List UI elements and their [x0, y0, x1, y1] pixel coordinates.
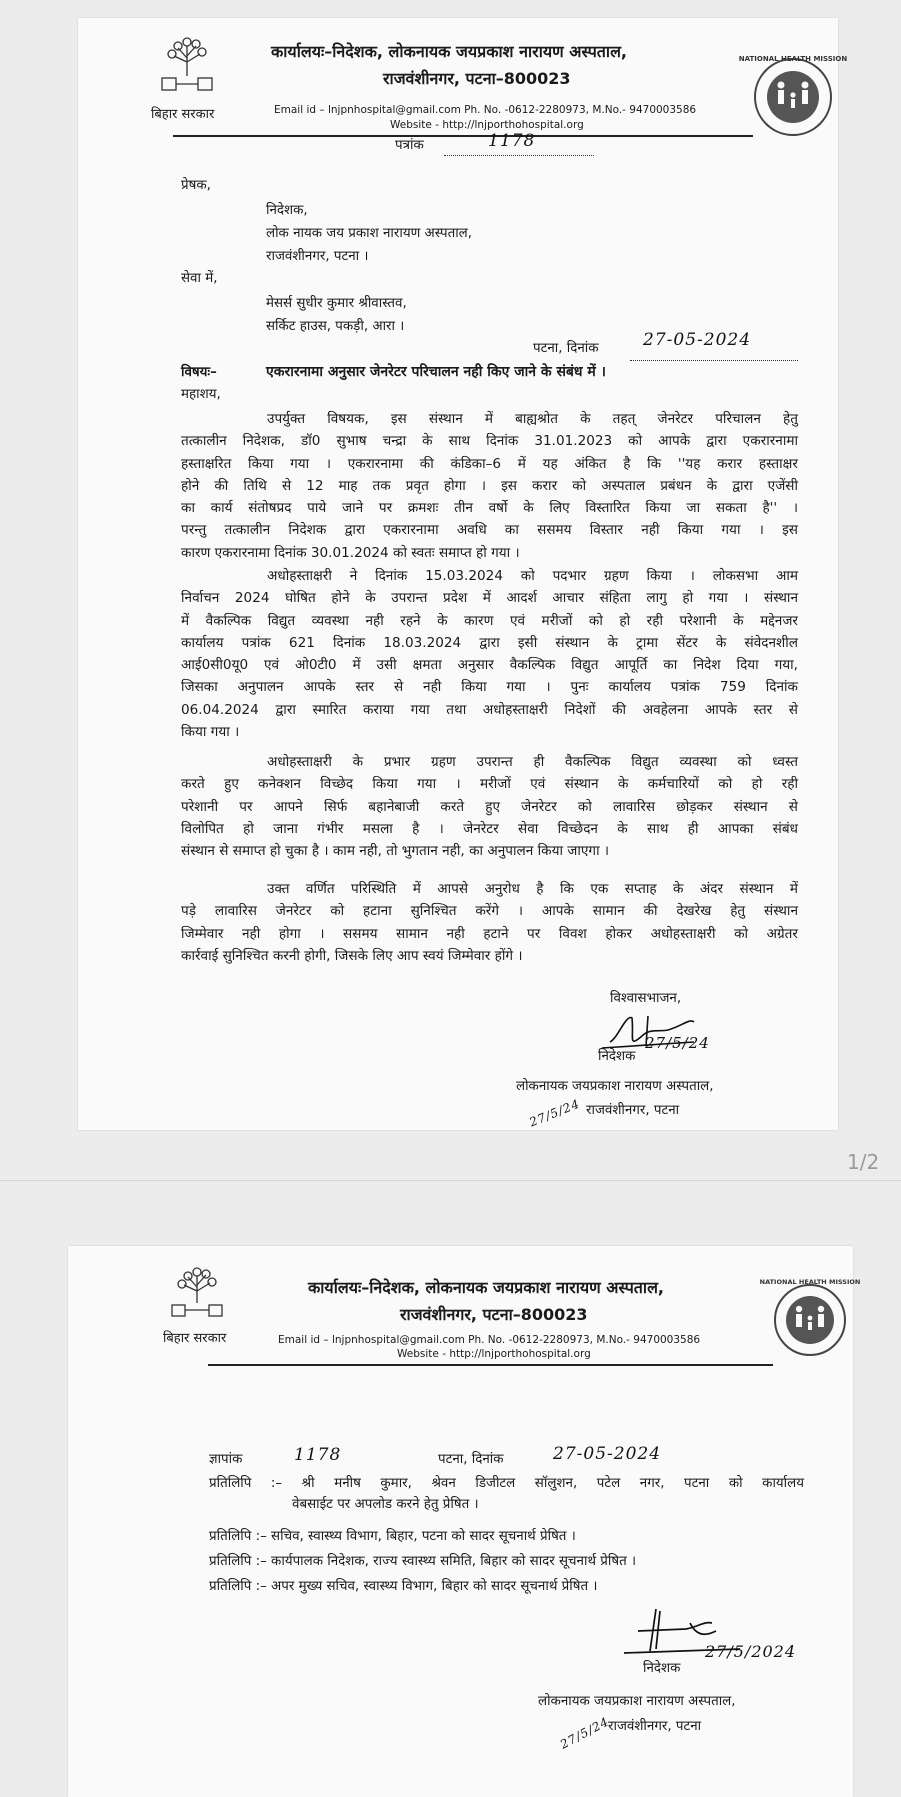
copy-entry: प्रतिलिपि :– अपर मुख्य सचिव, स्वास्थ्य विभाग, बिहार को सादर सूचनार्थ प्रेषित ।: [209, 1579, 598, 1594]
website-line: Website - http://lnjporthohospital.org: [390, 119, 584, 131]
signatory-title: निदेशक: [598, 1049, 636, 1064]
place-date-label: पटना, दिनांक: [533, 341, 599, 356]
letter-page-2: [68, 1246, 861, 1797]
website-line: Website - http://lnjporthohospital.org: [397, 1348, 591, 1360]
signature-date: 27/5/24: [645, 1034, 710, 1052]
govt-label: बिहार सरकार: [163, 1331, 227, 1346]
salutation: महाशय,: [181, 387, 221, 402]
letter-page-1: [78, 18, 848, 1130]
copy-place-date-label: पटना, दिनांक: [438, 1452, 504, 1467]
signatory-place: राजवंशीनगर, पटना: [608, 1719, 702, 1734]
nhm-logo-icon: [759, 1270, 861, 1364]
office-title: कार्यालयः–निदेशक, लोकनायक जयप्रकाश नारायण अस्पताल,: [308, 1278, 664, 1297]
letter-date: 27-05-2024: [643, 330, 752, 350]
office-title: कार्यालयः–निदेशक, लोकनायक जयप्रकाश नारायण अस्पताल,: [271, 42, 627, 61]
sender-line: लोक नायक जय प्रकाश नारायण अस्पताल,: [266, 226, 473, 241]
nhm-logo-icon: [738, 45, 848, 145]
jnapank-value: 1178: [294, 1445, 342, 1465]
bihar-govt-emblem-icon: [154, 32, 220, 110]
copy-date: 27-05-2024: [553, 1444, 662, 1464]
subject-text: एकरारनामा अनुसार जेनरेटर परिचालन नही किए जाने के संबंध में ।: [266, 364, 606, 380]
office-address: राजवंशीनगर, पटना–800023: [383, 69, 571, 88]
to-label: सेवा में,: [181, 271, 218, 286]
sender-label: प्रेषक,: [181, 178, 211, 193]
signatory-title: निदेशक: [643, 1661, 681, 1676]
sender-line: निदेशक,: [266, 203, 308, 218]
signature-date: 27/5/2024: [705, 1642, 797, 1661]
bihar-govt-emblem-icon: [166, 1263, 228, 1335]
nhm-logo-text: NATIONAL HEALTH MISSION: [738, 55, 848, 63]
closing: विश्वासभाजन,: [610, 991, 682, 1006]
page-indicator: 1/2: [847, 1150, 880, 1174]
nhm-logo-text: NATIONAL HEALTH MISSION: [759, 1278, 861, 1286]
jnapank-label: ज्ञापांक: [209, 1452, 243, 1467]
stamp-note: 27/5/24: [557, 1714, 612, 1752]
office-address: राजवंशीनगर, पटना–800023: [400, 1305, 588, 1324]
copy-entry: प्रतिलिपि :– सचिव, स्वास्थ्य विभाग, बिहार, पटना को सादर सूचनार्थ प्रेषित ।: [209, 1529, 576, 1544]
paragraph-3: अधोहस्ताक्षरी के प्रभार ग्रहण उपरान्त ही वैकल्पिक विद्युत व्यवस्था को ध्वस्त करते हुए कनेक्शन विच्छेद किया गया । मरीजों एवं संस्थान के कर्मचारियों को हो रही परेशानी पर आपने सिर्फ बहानेबाजी करते हुए जेनरेटर को लावारिस छोड़कर संस्थान से विलोपित हो जाना गंभीर मसला है । जेनरेटर सेवा विच्छेदन के साथ ही आपका संबंध संस्थान से समाप्त हो चुका है । काम नही, तो भुगतान नही, का अनुपालन किया जाएगा ।: [181, 754, 798, 860]
paragraph-4: उक्त वर्णित परिस्थिति में आपसे अनुरोध है कि एक सप्ताह के अंदर संस्थान में पड़े लावारिस जेनरेटर को हटाना सुनिश्चित करेंगे । आपके सामान की देखरेख हेतु संस्थान जिम्मेवार नही होगा । ससमय सामान नही हटाने पर विवश होकर अधोहस्ताक्षरी को अग्रेतर कार्रवाई सुनिश्चित करनी होगी, जिसके लिए आप स्वयं जिम्मेवार होंगे ।: [181, 881, 798, 964]
sender-line: राजवंशीनगर, पटना ।: [266, 249, 369, 264]
recipient-line: मेसर्स सुधीर कुमार श्रीवास्तव,: [266, 296, 407, 311]
patrank-value: 1178: [488, 131, 536, 151]
signatory-org: लोकनायक जयप्रकाश नारायण अस्पताल,: [538, 1694, 736, 1709]
signatory-org: लोकनायक जयप्रकाश नारायण अस्पताल,: [516, 1079, 714, 1094]
copy-entry: प्रतिलिपि :– कार्यपालक निदेशक, राज्य स्वास्थ्य समिति, बिहार को सादर सूचनार्थ प्रेषित ।: [209, 1554, 637, 1569]
signatory-place: राजवंशीनगर, पटना: [586, 1103, 680, 1118]
patrank-label: पत्रांक: [395, 138, 424, 153]
contact-line: Email id – lnjpnhospital@gmail.com Ph. No. -0612-2280973, M.No.- 9470003586: [278, 1334, 701, 1346]
contact-line: Email id – lnjpnhospital@gmail.com Ph. No. -0612-2280973, M.No.- 9470003586: [274, 104, 697, 116]
copy-entry: प्रतिलिपि :– श्री मनीष कुमार, श्रेवन डिजीटल सॉलुशन, पटेल नगर, पटना को कार्यालय वेबसाईट पर अपलोड करने हेतु प्रेषित ।: [209, 1476, 804, 1512]
govt-label: बिहार सरकार: [151, 107, 215, 122]
recipient-line: सर्किट हाउस, पकड़ी, आरा ।: [266, 319, 405, 334]
paragraph-2: अधोहस्ताक्षरी ने दिनांक 15.03.2024 को पदभार ग्रहण किया । लोकसभा आम निर्वाचन 2024 घोषित होने के उपरान्त प्रदेश में आदर्श आचार संहिता लागु हो गया । संस्थान में वैकल्पिक विद्युत व्यवस्था नही रहने के कारण एवं मरीजों को हो रही परेशानी के मद्देनजर कार्यालय पत्रांक 621 दिनांक 18.03.2024 द्वारा इसी संस्थान के ट्रामा सेंटर के संवेदनशील आई0सी0यू0 एवं ओ0टी0 में उसी क्षमता अनुसार वैकल्पिक विद्युत आपूर्ति का निदेश दिया गया, जिसका अनुपालन आपके स्तर से नही किया गया । पुनः कार्यालय पत्रांक 759 दिनांक 06.04.2024 द्वारा स्मारित कराया गया तथा अधोहस्ताक्षरी निदेशों की अवहेलना आपके स्तर से किया गया ।: [181, 568, 798, 741]
stamp-note: 27/5/24: [527, 1096, 582, 1130]
subject-label: विषयः–: [181, 365, 217, 380]
paragraph-1: उपर्युक्त विषयक, इस संस्थान में बाह्यश्रोत के तहत् जेनरेटर परिचालन हेतु तत्कालीन निदेशक, डॉ0 सुभाष चन्द्रा के साथ दिनांक 31.01.2023 को आपके द्वारा एकरारनामा हस्ताक्षरित किया गया । एकरारनामा की कंडिका–6 में यह अंकित है कि ''यह करार हस्ताक्षर होने की तिथि से 12 माह तक प्रवृत होगा । इस करार को अस्पताल प्रबंधन के द्वारा एजेंसी का कार्य संतोषप्रद पाये जाने पर क्रमशः तीन वर्षो के लिए विस्तारित किया जा सकता है'' । परन्तु तत्कालीन निदेशक द्वारा एकरारनामा अवधि का ससमय विस्तार नही किया गया । इस कारण एकरारनामा दिनांक 30.01.2024 को स्वतः समाप्त हो गया ।: [181, 411, 798, 561]
